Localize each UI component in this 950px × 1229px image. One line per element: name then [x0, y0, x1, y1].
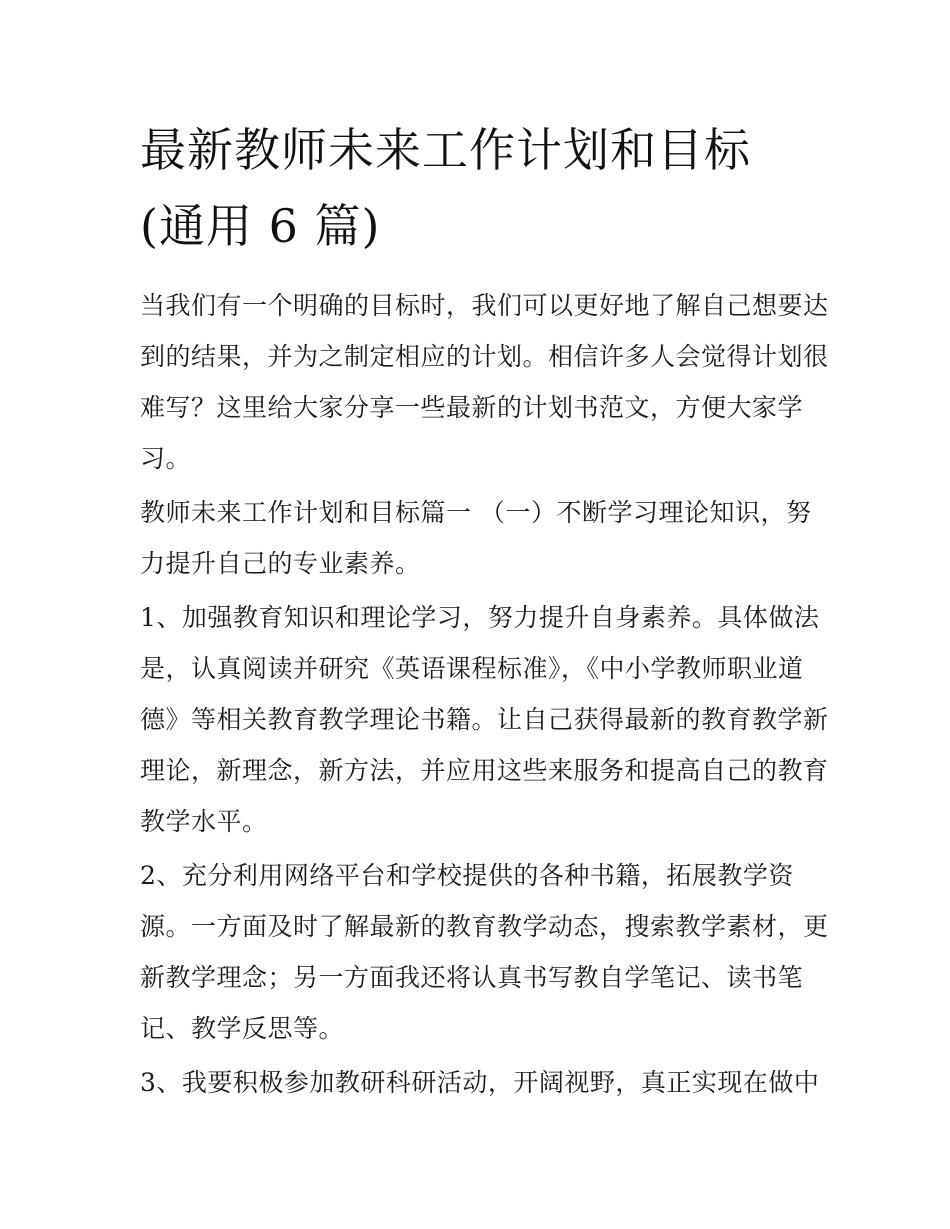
- text-line: 习。: [140, 444, 192, 473]
- paragraph-item-2: [140, 850, 829, 1054]
- text-line: 到的结果，并为之制定相应的计划。相信许多人会觉得计划很: [140, 342, 829, 371]
- text-line: 2、充分利用网络平台和学校提供的各种书籍，拓展教学资: [140, 861, 794, 890]
- document-title: [140, 112, 830, 264]
- text-line: 3、我要积极参加教研科研活动，开阔视野，真正实现在做中: [140, 1068, 820, 1097]
- title-line-2: (通用 6 篇): [140, 199, 381, 253]
- text-line: 理论，新理念，新方法，并应用这些来服务和提高自己的教育: [140, 756, 829, 785]
- text-line: 当我们有一个明确的目标时，我们可以更好地了解自己想要达: [140, 291, 829, 320]
- text-line: 难写？这里给大家分享一些最新的计划书范文，方便大家学: [140, 393, 804, 422]
- text-line: 力提升自己的专业素养。: [140, 549, 421, 578]
- text-line: 是，认真阅读并研究《英语课程标准》，《中小学教师职业道: [140, 654, 804, 683]
- text-line: 德》等相关教育教学理论书籍。让自己获得最新的教育教学新: [140, 705, 829, 734]
- text-line: 记、教学反思等。: [140, 1014, 345, 1043]
- paragraph-intro: [140, 280, 829, 484]
- document-body: [140, 280, 829, 1111]
- text-line: 1、加强教育知识和理论学习，努力提升自身素养。具体做法: [140, 603, 820, 632]
- text-line: 源。一方面及时了解最新的教育教学动态，搜索教学素材，更: [140, 912, 829, 941]
- paragraph-item-3: [140, 1057, 820, 1108]
- text-line: 教师未来工作计划和目标篇一 （一）不断学习理论知识，努: [140, 498, 812, 527]
- title-line-1: 最新教师未来工作计划和目标: [140, 123, 751, 177]
- paragraph-section-one: [140, 487, 820, 589]
- text-line: 新教学理念；另一方面我还将认真书写教自学笔记、读书笔: [140, 963, 804, 992]
- text-line: 教学水平。: [140, 807, 268, 836]
- paragraph-item-1: [140, 592, 829, 847]
